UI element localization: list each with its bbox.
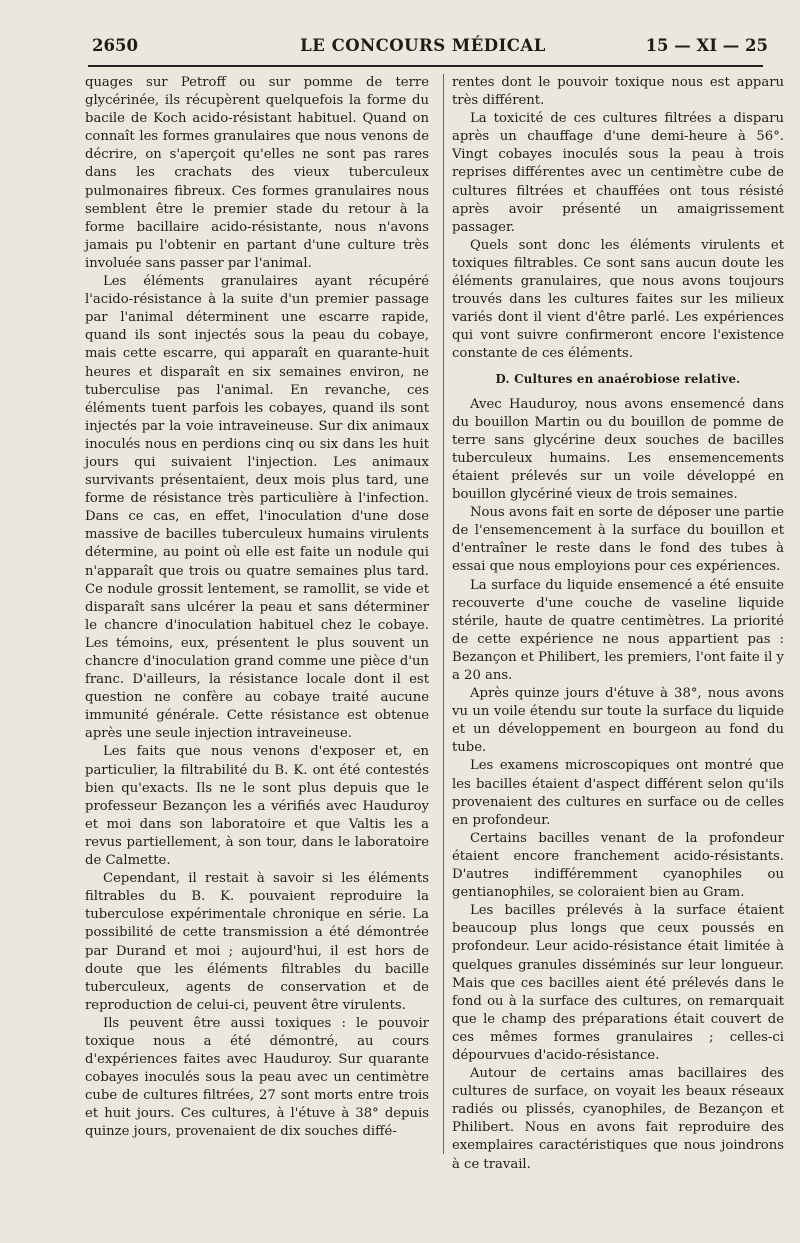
column-separator — [443, 74, 444, 1154]
left-column — [85, 74, 429, 1142]
paragraph: Les éléments granulaires ayant récupéré l'acido-résistance à la suite d'un premier passage par l'animal déterminent une escarre rapide, quand ils sont injectés sous la peau du cobaye, mais cette escarre, qui apparaît en quarante-huit heures et disparaît en six semaines environ, ne tuberculise pas l'animal. En revanche, ces éléments tuent parfois les cobayes, quand ils sont injectés par la voie intraveineuse. Sur dix animaux inoculés nous en perdions cinq ou six dans les huit jours qui suivaient l'injection. Les animaux survivants présentaient, deux mois plus tard, une forme de résistance très particulière à l'infection. Dans ce cas, en effet, l'inoculation d'une dose massive de bacilles tuberculeux humains virulents détermine, au point où elle est faite un nodule qui n'apparaît que trois ou quatre semaines plus tard. Ce nodule grossit lentement, se ramollit, se vide et disparaît sans ulcérer la peau et sans déterminer le chancre d'inoculation habituel chez le cobaye. Les témoins, eux, présentent le plus souvent un chancre d'inoculation grand comme une pièce d'un franc. D'ailleurs, la résistance locale dont il est question ne confère au cobaye traité aucune immunité générale. Cette résistance est obtenue après une seule injection intraveineuse. — [85, 274, 429, 742]
paragraph: Après quinze jours d'étuve à 38°, nous avons vu un voile étendu sur toute la surface du liquide et un développement en bourgeon au fond du tube. — [452, 686, 784, 756]
paragraph: La surface du liquide ensemencé a été ensuite recouverte d'une couche de vaseline liquide stérile, haute de quatre centimètres. La priorité de cette expérience ne nous appartient pas : Bezançon et Philibert, les premiers, l'ont faite il y a 20 ans. — [452, 577, 784, 683]
paragraph: Ils peuvent être aussi toxiques : le pouvoir toxique nous a été démontré, au cours d'expériences faites avec Hauduroy. Sur quarante cobayes inoculés sous la peau avec un centimètre cube de cultures filtrées, 27 sont morts entre trois et huit jours. Ces cultures, à l'étuve à 38° depuis quinze jours, provenaient de dix souches diffé- — [85, 1015, 429, 1140]
paragraph: Cependant, il restait à savoir si les éléments filtrables du B. K. pouvaient reproduire la tuberculose expérimentale chronique en série. La possibilité de cette transmission a été démontrée par Durand et moi ; aujourd'hui, il est hors de doute que les éléments filtrables du bacille tuberculeux, agents de conservation et de reproduction de celui-ci, peuvent être virulents. — [85, 871, 429, 1013]
paragraph: Certains bacilles venant de la profondeur étaient encore franchement acido-résistants. D'autres indifféremment cyanophiles ou gentianophiles, se coloraient bien au Gram. — [452, 830, 784, 901]
paragraph: Les bacilles prélevés à la surface étaient beaucoup plus longs que ceux poussés en profondeur. Leur acido-résistance était limitée à quelques granules disséminés sur leur longueur. Mais que ces bacilles aient été prélevés dans le fond ou à la surface des cultures, on remarquait que le champ des préparations était couvert de ces mêmes formes granulaires ; celles-ci dépourvues d'acido-résistance. — [452, 903, 784, 1063]
right-column — [452, 74, 784, 1174]
issue-date: 15 — XI — 25 — [645, 36, 768, 55]
paragraph: Les faits que nous venons d'exposer et, en particulier, la filtrabilité du B. K. ont été contestés bien qu'exacts. Ils ne le sont plus depuis que le professeur Bezançon les a vérifiés avec Hauduroy et moi dans son laboratoire et que Valtis les a revus partiellement, à son tour, dans le laboratoire de Calmette. — [85, 744, 429, 869]
header-rule — [88, 65, 763, 67]
paragraph: La toxicité de ces cultures filtrées a disparu après un chauffage d'une demi-heure à 56°. Vingt cobayes inoculés sous la peau à trois reprises différentes avec un centimètre cube de cultures filtrées et chauffées ont tous résisté après avoir présenté un amaigrissement passager. — [452, 111, 784, 235]
paragraph: Nous avons fait en sorte de déposer une partie de l'ensemencement à la surface du bouillon et d'entraîner le reste dans le fond des tubes à essai que nous employions pour ces expériences. — [452, 505, 784, 575]
paragraph: Quels sont donc les éléments virulents et toxiques filtrables. Ce sont sans aucun doute les éléments granulaires, que nous avons toujours trouvés dans les cultures faites sur les milieux variés dont il vient d'être parlé. Les expériences qui vont suivre confirmeront encore l'existence constante de ces éléments. — [452, 237, 784, 362]
section-heading: D. Cultures en anaérobiose relative. — [495, 371, 741, 386]
paragraph: Avec Hauduroy, nous avons ensemencé dans du bouillon Martin ou du bouillon de pomme de terre sans glycérine deux souches de bacilles tuberculeux humains. Les ensemencements étaient prélevés sur un voile développé en bouillon glycériné vieux de trois semaines. — [452, 396, 784, 503]
paragraph: quages sur Petroff ou sur pomme de terre glycérinée, ils récupèrent quelquefois la forme du bacile de Koch acido-résistant habituel. Quand on connaît les formes granulaires que nous venons de décrire, on s'aperçoit qu'elles ne sont pas rares dans les crachats des vieux tuberculeux pulmonaires fibreux. Ces formes granulaires nous semblent être le premier stade du retour à la forme bacillaire acido-résistante, nous n'avons jamais pu l'obtenir en partant d'une culture très involuée sans passer par l'animal. — [85, 75, 429, 271]
journal-title: LE CONCOURS MÉDICAL — [300, 36, 546, 55]
paragraph: Autour de certains amas bacillaires des cultures de surface, on voyait les beaux réseaux radiés ou plissés, cyanophiles, de Bezançon et Philibert. Nous en avons fait reproduire des exemplaires caractéristiques que nous joindrons à ce travail. — [452, 1066, 784, 1172]
paragraph: Les examens microscopiques ont montré que les bacilles étaient d'aspect différent selon qu'ils provenaient des cultures en surface ou de celles en profondeur. — [452, 758, 784, 828]
running-header — [78, 36, 768, 62]
paragraph: rentes dont le pouvoir toxique nous est apparu très différent. — [452, 75, 784, 109]
page-number: 2650 — [92, 36, 138, 55]
